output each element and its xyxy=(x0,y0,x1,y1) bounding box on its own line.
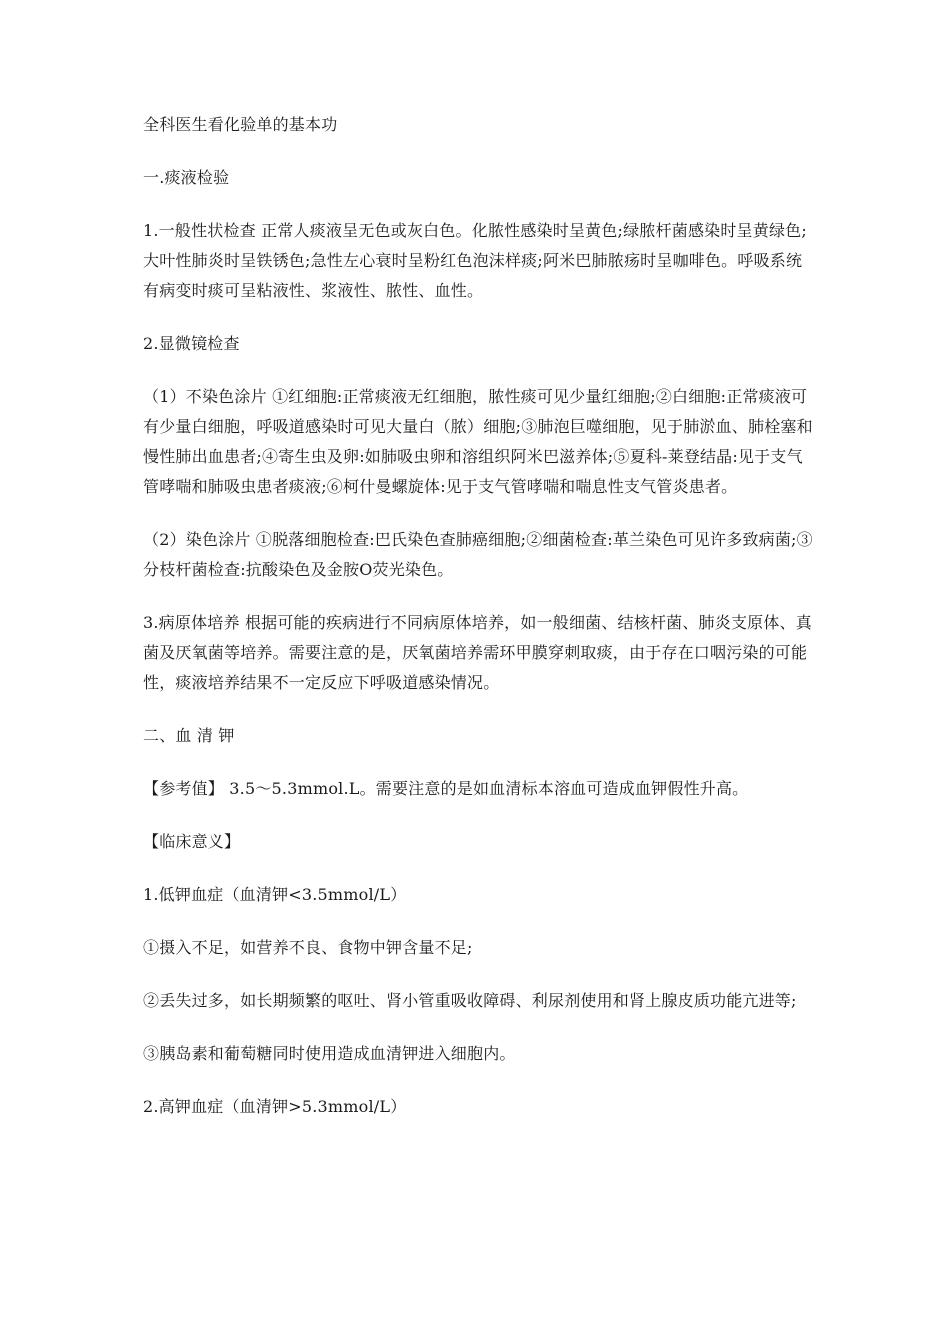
document-body xyxy=(143,110,813,1145)
paragraph-hypokalemia-cause-2: ②丢失过多，如长期频繁的呕吐、肾小管重吸收障碍、利尿剂使用和肾上腺皮质功能亢进等; xyxy=(143,991,797,1010)
paragraph-pathogen-culture: 3.病原体培养 根据可能的疾病进行不同病原体培养，如一般细菌、结核杆菌、肺炎支原体、真菌及厌氧菌等培养。需要注意的是，厌氧菌培养需环甲膜穿刺取痰，由于存在口咽污染的可能性，痰液培养结果不一定反应下呼吸道感染情况。 xyxy=(143,613,812,692)
document-title: 全科医生看化验单的基本功 xyxy=(143,115,338,134)
paragraph-reference-value: 【参考值】 3.5～5.3mmol.L。需要注意的是如血清标本溶血可造成血钾假性升高。 xyxy=(143,779,749,798)
paragraph-microscopy-heading: 2.显微镜检查 xyxy=(143,334,240,353)
paragraph-clinical-significance-heading: 【临床意义】 xyxy=(143,832,241,851)
paragraph-general-properties: 1.一般性状检查 正常人痰液呈无色或灰白色。化脓性感染时呈黄色;绿脓杆菌感染时呈黄绿色;大叶性肺炎时呈铁锈色;急性左心衰时呈粉红色泡沫样痰;阿米巴肺脓疡时呈咖啡色。呼吸系统有病变时痰可呈粘液性、浆液性、脓性、血性。 xyxy=(143,221,807,300)
paragraph-stained-smear: （2）染色涂片 ①脱落细胞检查:巴氏染色查肺癌细胞;②细菌检查:革兰染色可见许多致病菌;③分枝杆菌检查:抗酸染色及金胺O荧光染色。 xyxy=(143,530,813,579)
paragraph-hypokalemia-heading: 1.低钾血症（血清钾<3.5mmol/L） xyxy=(143,885,407,904)
section-heading-sputum: 一.痰液检验 xyxy=(143,168,230,187)
paragraph-hypokalemia-cause-1: ①摄入不足，如营养不良、食物中钾含量不足; xyxy=(143,938,473,957)
paragraph-hypokalemia-cause-3: ③胰岛素和葡萄糖同时使用造成血清钾进入细胞内。 xyxy=(143,1044,516,1063)
paragraph-unstained-smear: （1）不染色涂片 ①红细胞:正常痰液无红细胞，脓性痰可见少量红细胞;②白细胞:正常痰液可有少量白细胞，呼吸道感染时可见大量白（脓）细胞;③肺泡巨噬细胞，见于肺淤血、肺栓塞和慢性肺出血患者;④寄生虫及卵:如肺吸虫卵和溶组织阿米巴滋养体;⑤夏科-莱登结晶:见于支气管哮喘和肺吸虫患者痰液;⑥柯什曼螺旋体:见于支气管哮喘和喘息性支气管炎患者。 xyxy=(143,387,813,496)
paragraph-hyperkalemia-heading: 2.高钾血症（血清钾>5.3mmol/L） xyxy=(143,1097,407,1116)
section-heading-serum-potassium: 二、血 清 钾 xyxy=(143,726,235,745)
